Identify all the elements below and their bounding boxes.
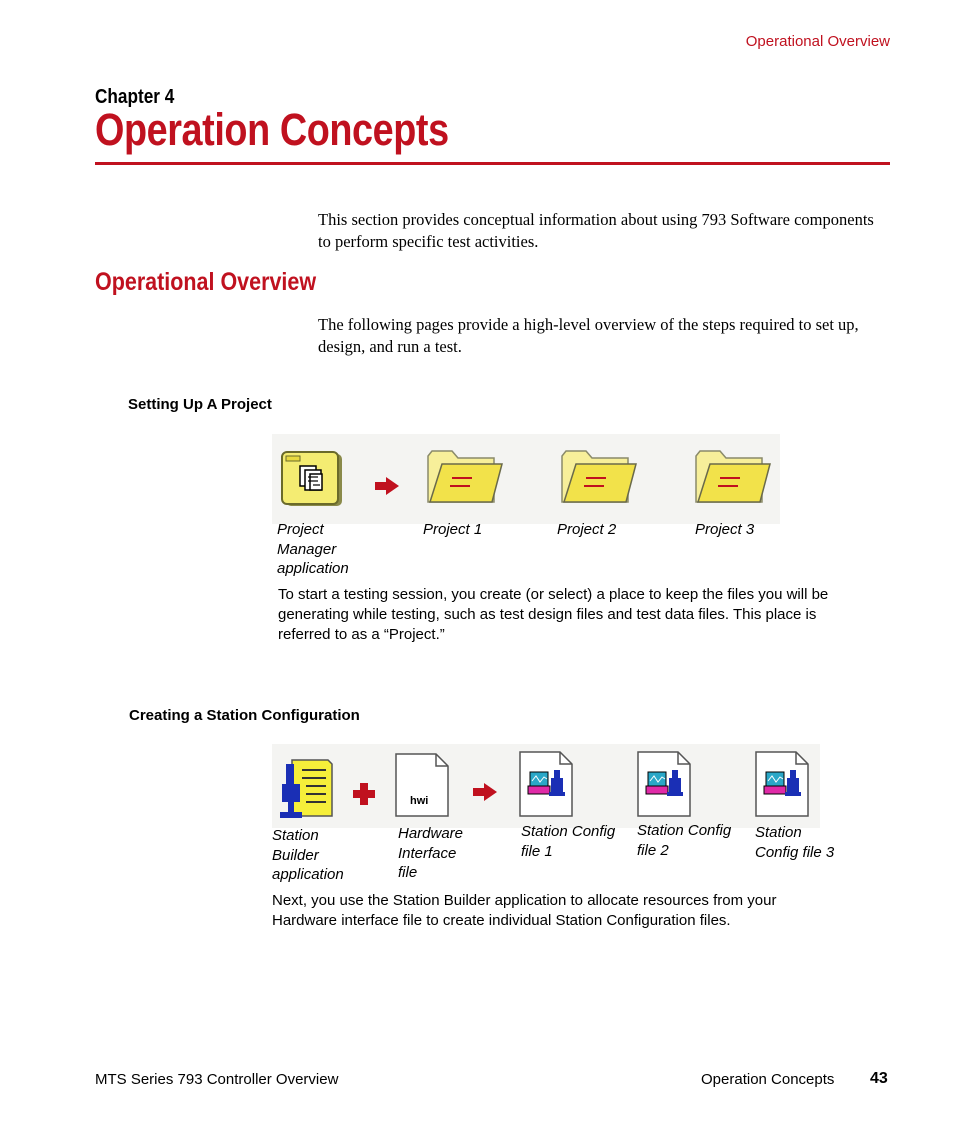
chapter-rule — [95, 162, 890, 165]
footer-chapter-title: Operation Concepts — [701, 1071, 835, 1088]
caption-station-config-1: Station Config file 1 — [521, 823, 616, 860]
caption-station-builder: Station Builder application — [272, 827, 344, 883]
station-builder-app-icon — [276, 756, 336, 822]
chapter-label: Chapter 4 — [95, 86, 175, 108]
caption-project-2: Project 2 — [557, 521, 617, 538]
caption-project-manager: Project Manager application — [277, 521, 349, 577]
project-figure — [272, 434, 780, 524]
caption-station-config-3: Station Config file 3 — [755, 824, 835, 861]
hwi-label: hwi — [410, 795, 429, 807]
arrow-right-icon — [374, 476, 400, 496]
footer-doc-title: MTS Series 793 Controller Overview — [95, 1071, 339, 1088]
station-config-file-icon — [636, 750, 692, 818]
hwi-file-icon — [394, 752, 450, 818]
folder-icon — [692, 448, 772, 506]
arrow-right-icon — [472, 782, 498, 802]
plus-icon — [352, 782, 376, 806]
project-setup-heading: Setting Up A Project — [128, 396, 272, 413]
station-config-heading: Creating a Station Configuration — [129, 707, 360, 724]
station-config-description: Next, you use the Station Builder application to allocate resources from your Hardware interface file to create individual Station Configuration files. — [272, 892, 777, 929]
caption-project-3: Project 3 — [695, 521, 755, 538]
page-number: 43 — [870, 1070, 888, 1087]
caption-station-config-2: Station Config file 2 — [637, 822, 732, 859]
project-setup-description: To start a testing session, you create (or select) a place to keep the files you will be generating while testing, such as test design files and test data files. This place is referred to as a “Project.” — [278, 586, 829, 643]
caption-hwi-file: Hardware Interface file — [398, 825, 464, 881]
folder-icon — [424, 448, 504, 506]
project-manager-app-icon — [280, 450, 346, 510]
folder-icon — [558, 448, 638, 506]
station-config-file-icon — [754, 750, 810, 818]
chapter-title: Operation Concepts — [95, 104, 449, 155]
section-title: Operational Overview — [95, 268, 317, 296]
chapter-intro: This section provides conceptual information about using 793 Software components to perform specific test activities. — [318, 210, 874, 251]
section-intro: The following pages provide a high-level overview of the steps required to set up, design, and run a test. — [318, 315, 859, 356]
station-config-figure — [272, 744, 820, 828]
caption-project-1: Project 1 — [423, 521, 483, 538]
station-config-file-icon — [518, 750, 574, 818]
running-head: Operational Overview — [745, 33, 890, 50]
